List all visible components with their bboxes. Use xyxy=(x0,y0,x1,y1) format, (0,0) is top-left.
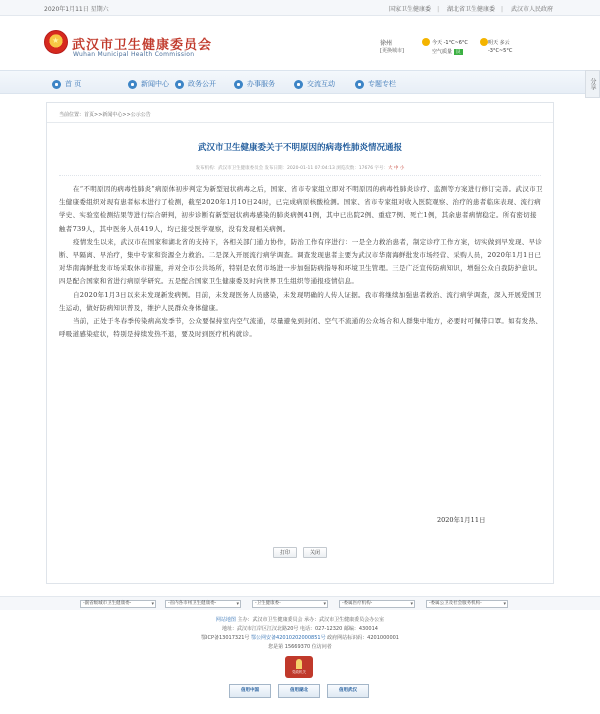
site-subtitle: Wuhan Municipal Health Commission xyxy=(73,51,195,58)
article-meta: 发布机构：武汉市卫生健康委员会 发布日期：2020-01-11 07:04:13 浏览次数：17676 字号：大 中 小 xyxy=(195,166,405,171)
article-body xyxy=(59,183,543,341)
cloud-sun-icon xyxy=(480,38,488,46)
article-title: 武汉市卫生健康委关于不明原因的病毒性肺炎情况通报 xyxy=(197,143,402,153)
credit-china-link[interactable]: 信用中国 xyxy=(229,684,271,698)
change-city-link[interactable]: [更换城市] xyxy=(380,48,404,54)
font-size-switch[interactable]: 大 中 小 xyxy=(388,166,405,171)
divider xyxy=(59,175,541,176)
print-button[interactable]: 打印 xyxy=(273,547,297,558)
weather-widget xyxy=(380,36,530,66)
article-date-signature: 2020年1月11日 xyxy=(437,516,486,524)
home-icon xyxy=(52,80,61,89)
weather-tomorrow: 明天 多云 xyxy=(488,40,510,46)
link-national-health[interactable]: 国家卫生健康委 xyxy=(389,6,432,13)
nav-topics[interactable]: 专题专栏 xyxy=(355,77,396,91)
current-date: 2020年1月11日 星期六 xyxy=(44,6,109,13)
footer-info: 网站地图 主办：武汉市卫生健康委员会 承办：武汉市卫生健康委员会办公室 地址：武汉市江岸区江汉北路20号 电话：027-12320 邮编：430014 鄂ICP备13017321号 鄂公网安备42010202000851号 政府网站标识码：4201000001 您是第 15669370 位访问者 xyxy=(0,616,600,652)
link-wuhan-gov[interactable]: 武汉市人民政府 xyxy=(510,6,553,13)
article-panel xyxy=(46,102,554,584)
sun-icon xyxy=(422,38,430,46)
select-subprovincial-health[interactable]: -副省级城市卫生健康委- ▾ xyxy=(80,600,156,608)
air-quality-badge: 良 xyxy=(455,49,461,55)
paragraph: 疫情发生以来，武汉市在国家和湖北省的支持下，各相关部门通力协作，防治工作有序进行：一是全力救治患者，制定诊疗工作方案，切实做到早发现、早诊断、早隔离、早治疗，集中专家和资源全力救治。二是深入开展流行病学调查。调查发现患者主要为武汉市华南海鲜批发市场经营、采购人员，2020年1月1日已对华南海鲜批发市场采取休市措施，并对全市公共场所，特别是农贸市场进一步加强防病指导和环境卫生管理。三是广泛宣传防病知识，增强公众自我防护意识。四是配合国家和省进行病原学研究。五是配合国家卫生健康委及时向世界卫生组织等通报疫情信息。 xyxy=(59,237,543,286)
select-public-health-institutions[interactable]: -委属公卫及社会服务机构- ▾ xyxy=(426,600,508,608)
divider xyxy=(47,122,553,123)
share-button[interactable]: 分享 xyxy=(585,70,600,98)
flag-icon xyxy=(175,80,184,89)
main-nav xyxy=(0,70,600,94)
icp-link[interactable]: 鄂ICP备13017321号 xyxy=(201,635,250,641)
site-footer xyxy=(0,610,600,714)
close-button[interactable]: 关闭 xyxy=(303,547,327,558)
paragraph: 在“不明原因的病毒性肺炎”病原体初步判定为新型冠状病毒之后，国家、省市专家组立即对不明原因的病毒性肺炎诊疗、监测等方案进行修订完善。武汉市卫生健康委组织对现有患者标本进行了检测，截至2020年1月10日24时，已完成病原核酸检测。国家、省市专家组对收入医院观察、治疗的患者临床表现、流行病学史、实验室检测结果等进行综合研判，初步诊断有新型冠状病毒感染的肺炎病例41例，其中已出院2例、重症7例、死亡1例，其余患者病情稳定。所有密切接触者739人，其中医务人员419人，均已接受医学观察，没有发现相关病例。 xyxy=(59,185,543,233)
breadcrumb[interactable]: 当前位置：首页>>新闻中心>>公示公告 xyxy=(59,112,151,118)
select-province-cities-health[interactable]: -省内各市州卫生健康委- ▾ xyxy=(165,600,241,608)
credit-hubei-link[interactable]: 信用湖北 xyxy=(278,684,320,698)
badge-icon xyxy=(296,659,302,669)
emblem-logo[interactable]: ★ xyxy=(44,30,68,54)
nav-home[interactable]: 首 页 xyxy=(52,77,81,91)
top-links: 国家卫生健康委 | 湖北省卫生健康委 | 武汉市人民政府 xyxy=(389,6,553,13)
top-bar xyxy=(0,0,600,16)
nav-gov-affairs[interactable]: 政务公开 xyxy=(175,77,216,91)
sitemap-link[interactable]: 网站地图 xyxy=(215,617,236,623)
nav-services[interactable]: 办事服务 xyxy=(234,77,275,91)
article-actions xyxy=(47,547,553,558)
select-health-commission[interactable]: -卫生健康委- ▾ xyxy=(252,600,328,608)
site-header xyxy=(0,16,600,70)
select-medical-institutions[interactable]: -委属医疗机构- ▾ xyxy=(339,600,415,608)
paragraph: 当前，正处于冬春季传染病高发季节，公众要保持室内空气流通，尽量避免到封闭、空气不流通的公众场合和人群集中地方，必要时可佩带口罩。如有发热、呼吸道感染症状，特别是持续发热不退，要及时到医疗机构就诊。 xyxy=(59,317,543,339)
nav-news[interactable]: 新闻中心 xyxy=(128,77,169,91)
air-quality: 空气质量 良 xyxy=(432,49,461,55)
link-hubei-health[interactable]: 湖北省卫生健康委 xyxy=(447,6,496,13)
topic-icon xyxy=(355,80,364,89)
news-icon xyxy=(128,80,137,89)
chat-icon xyxy=(294,80,303,89)
weather-tomorrow-temp: -3°C~5°C xyxy=(488,48,513,54)
party-gov-badge[interactable]: 党政机关 xyxy=(285,656,313,678)
related-links-bar xyxy=(0,596,600,610)
visitor-counter: 您是第 15669370 位访问者 xyxy=(268,644,332,650)
nav-interaction[interactable]: 交流互动 xyxy=(294,77,335,91)
service-icon xyxy=(234,80,243,89)
weather-today: 今天 -1°C~6°C xyxy=(432,40,468,46)
credit-wuhan-link[interactable]: 信用武汉 xyxy=(327,684,369,698)
paragraph: 自2020年1月3日以来未发现新发病例。目前，未发现医务人员感染，未发现明确的人传人证据。我市将继续加强患者救治、流行病学调查，深入开展爱国卫生运动，做好防病知识普及，维护人民群众身体健康。 xyxy=(59,290,542,312)
weather-city: 徐州 xyxy=(380,40,393,47)
site-title[interactable]: 武汉市卫生健康委员会 xyxy=(72,38,213,53)
police-record-link[interactable]: 鄂公网安备42010202000851号 xyxy=(251,635,326,641)
